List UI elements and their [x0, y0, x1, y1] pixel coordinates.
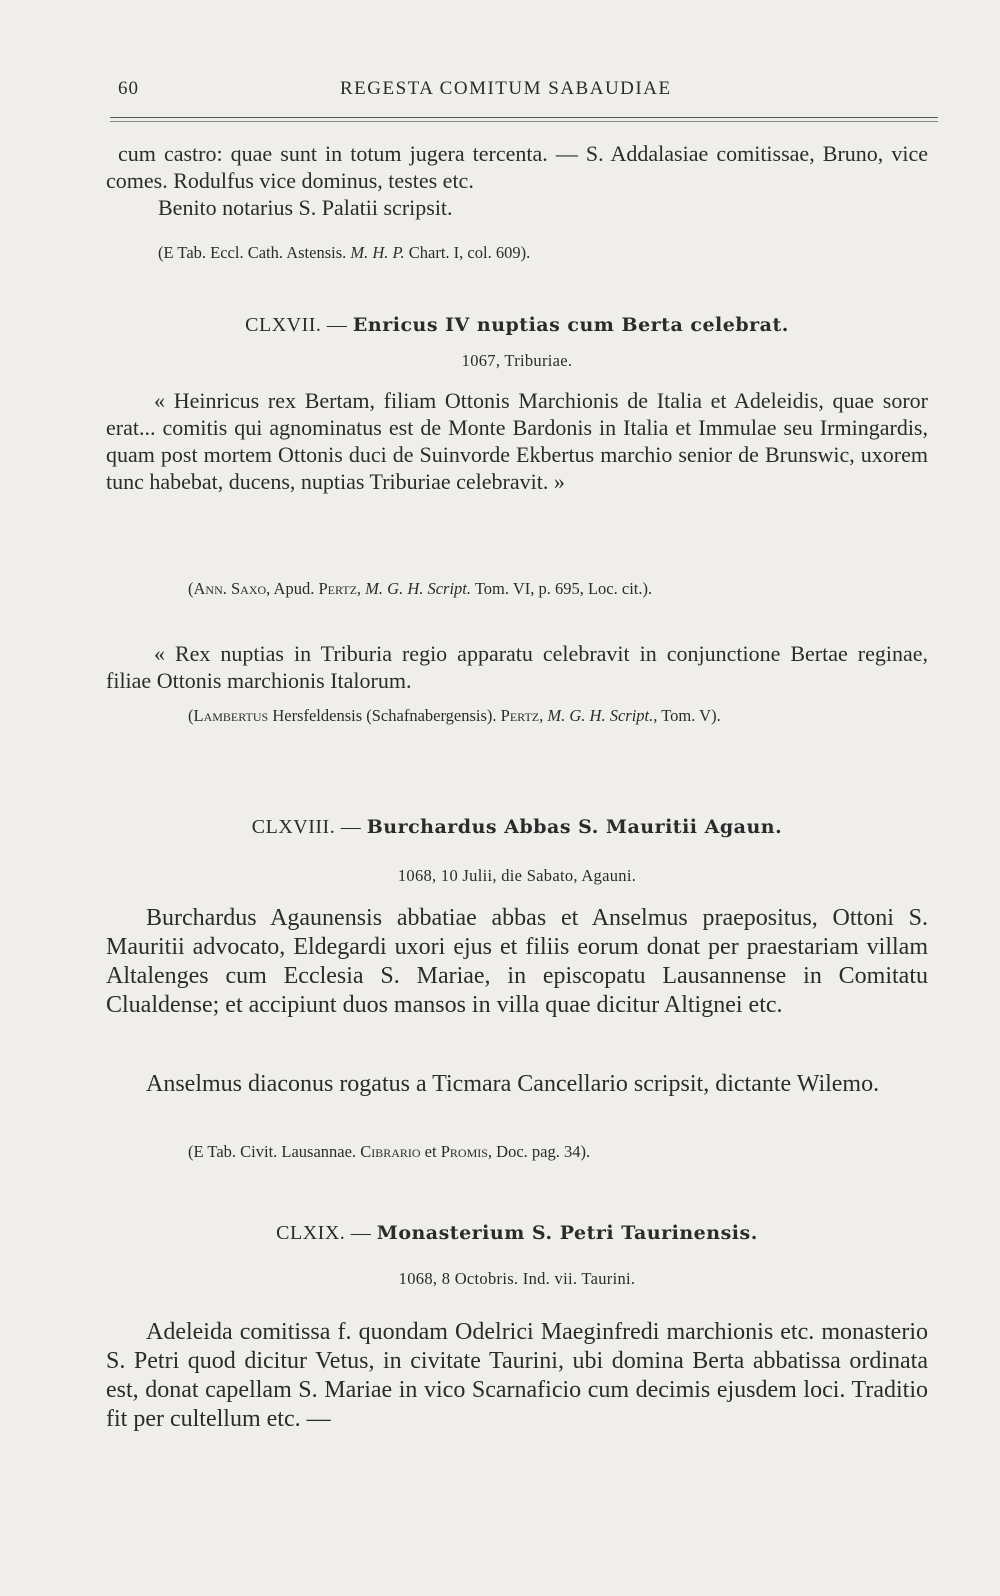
source-author: Lambertus [193, 706, 269, 725]
source-author: Cibrario [360, 1142, 421, 1161]
entry-date-168: 1068, 10 Julii, die Sabato, Agauni. [397, 866, 637, 885]
source-text: ( [188, 579, 194, 598]
source-text: (E Tab. Civit. Lausannae. [188, 1142, 361, 1161]
entry-number: CLXIX. — [276, 1222, 377, 1244]
source-italic: M. G. H. Script., [547, 706, 658, 725]
entry-source-168 [188, 1140, 908, 1164]
entry-number: CLXVII. — [245, 314, 353, 336]
entry-source-167b [148, 704, 920, 728]
source-author: Ann. Saxo, [193, 579, 271, 598]
source-italic: M. H. P. [350, 243, 405, 262]
continuation-text: cum castro: quae sunt in totum jugera tercenta. — S. Addalasiae comitissae, Bruno, vice comes. Rodulfus vice dominus, testes etc. [106, 141, 928, 193]
source-author: Promis, [440, 1142, 493, 1161]
continuation-paragraph [106, 140, 928, 221]
entry-text-168: Burchardus Agaunensis abbatiae abbas et Anselmus praepositus, Ottoni S. Mauritii advocato, Eldegardi uxori ejus et filiis eorum donat per praestariam villam Altalenges cum Ecclesia S. Mariae, in episcopatu Lausannense in Comitatu Clualdense; et accipiunt duos mansos in villa quae dicitur Altignei etc. [106, 905, 928, 1018]
entry-number: CLXVIII. — [251, 816, 367, 838]
entry-title: Monasterium S. Petri Taurinensis. [376, 1222, 758, 1244]
continuation-source [158, 241, 918, 265]
entry-text-167b: « Rex nuptias in Triburia regio apparatu celebravit in conjunctione Bertae reginae, filiae Ottonis marchionis Italorum. [106, 641, 928, 693]
entry-text-167: « Heinricus rex Bertam, filiam Ottonis Marchionis de Italia et Adeleidis, quae soror erat... comitis qui agnominatus est de Monte Bardonis in Italia et Immulae seu Irmingardis, quam post mortem Ottonis duci de Suinvorde Ekbertus marchio senior de Brunswic, uxorem tunc habebat, ducens, nuptias Triburiae celebravit. » [106, 388, 928, 494]
entry-heading-168 [106, 816, 928, 839]
entry-title: Enricus IV nuptias cum Berta celebrat. [352, 314, 789, 336]
entry-text-169: Adeleida comitissa f. quondam Odelrici Maeginfredi marchionis etc. monasterio S. Petri quod dicitur Vetus, in civitate Taurini, ubi domina Berta abbatissa ordinata est, donat capellam S. Mariae in vico Scarnaficio cum decimis ejusdem loci. Traditio fit per cultellum etc. — [106, 1319, 928, 1432]
source-text: Doc. pag. 34). [492, 1142, 591, 1161]
source-text: Hersfeldensis (Schafnabergensis). [268, 706, 501, 725]
source-text: Tom. V). [657, 706, 721, 725]
header-rule-thin [110, 121, 938, 122]
entry-heading-169 [106, 1222, 928, 1245]
source-author: Pertz, [318, 579, 362, 598]
source-text: Chart. I, col. 609). [404, 243, 531, 262]
source-italic: M. G. H. Script. [365, 579, 472, 598]
source-text: et [420, 1142, 441, 1161]
header-rule [110, 117, 938, 118]
running-head: REGESTA COMITUM SABAUDIAE [340, 78, 672, 99]
entry-date-167: 1067, Triburiae. [461, 351, 573, 370]
entry-title: Burchardus Abbas S. Mauritii Agaun. [366, 816, 783, 838]
source-text: Tom. VI, p. 695, Loc. cit.). [471, 579, 653, 598]
entry-date-169: 1068, 8 Octobris. Ind. vii. Taurini. [398, 1269, 636, 1288]
page-number: 60 [118, 78, 139, 99]
entry-source-167a [188, 577, 920, 601]
source-author: Pertz, [500, 706, 544, 725]
source-text: Apud. [270, 579, 319, 598]
page-header [118, 78, 930, 102]
source-text: ( [188, 706, 194, 725]
entry-heading-167 [106, 314, 928, 337]
continuation-notary: Benito notarius S. Palatii scripsit. [158, 195, 453, 220]
entry-text-168b: Anselmus diaconus rogatus a Ticmara Cancellario scripsit, dictante Wilemo. [146, 1071, 880, 1097]
source-text: (E Tab. Eccl. Cath. Astensis. [158, 243, 351, 262]
